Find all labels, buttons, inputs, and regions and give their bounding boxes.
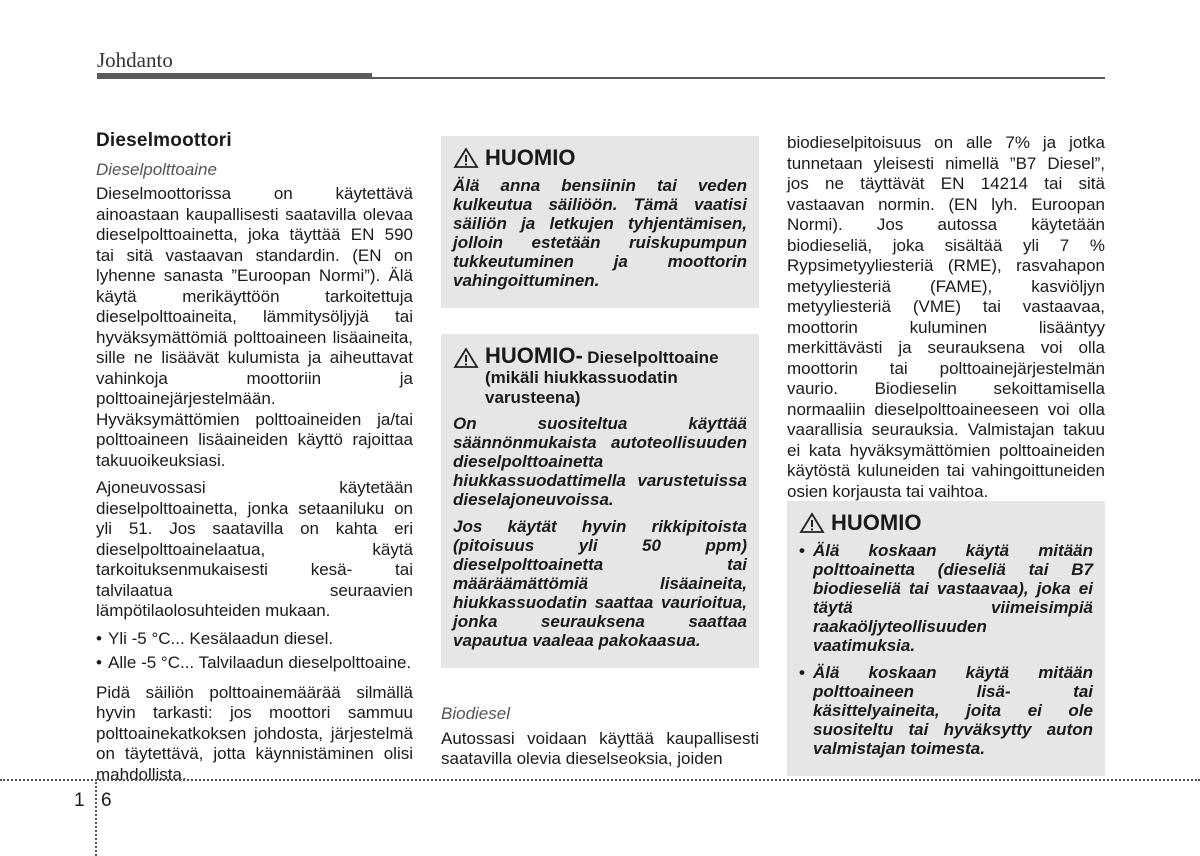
caution-list-item: [799, 541, 1093, 655]
chapter-number: 1: [74, 790, 85, 811]
column-left: [96, 131, 413, 792]
caution-list-item: [799, 663, 1093, 758]
footer-dotted-divider: [95, 779, 97, 856]
caution-title: HUOMIO: [485, 145, 576, 170]
caution-text: On suositeltua käyttää säännönmukaista autoteollisuuden dieselpolttoainetta hiukkassuodattimella varustetuissa dieselajoneuvoissa.: [453, 414, 747, 509]
column-middle-bottom: [441, 704, 759, 777]
list-item-text: Alle -5 °C... Talvilaadun dieselpolttoaine.: [108, 653, 412, 672]
bullet-marker: •: [96, 628, 102, 648]
caution-heading-group: [485, 344, 747, 408]
caution-box: [441, 136, 759, 308]
paragraph: Pidä säiliön polttoainemäärää silmällä hyvin tarkasti: jos moottori sammuu polttoainekatkoksen johdosta, järjestelmä on täytettävä, jotta käynnistäminen olisi mahdollista.: [96, 682, 413, 784]
paragraph: biodieselpitoisuus on alle 7% ja jotka tunnetaan yleisesti nimellä ”B7 Diesel”, jos ne täyttävät EN 14214 tai sitä vastaavan normin. (EN lyh. Euroopan Normi). Jos autossa käytetään biodieseliä, joka sisältää yli 7 % Rypsimetyyliesteriä (RME), rasvahapon metyyliesteriä (FAME), kasviöljyn metyyliesteriä (VME) tai vastaavaa, moottorin kuluminen lisääntyy merkittävästi ja seurauksena voi olla moottorin tai polttoainejärjestelmän vaurio. Biodieselin sekoittamisella normaaliin dieselpolttoaineeseen voi olla vaarallisia seurauksia. Valmistajan takuu ei kata hyväksymättömien polttoaineiden käytöstä kuluneiden tai vahingoittuneiden osien korjausta tai vaihtoa.: [787, 133, 1105, 501]
bullet-marker: •: [799, 541, 805, 560]
subsection-title: Dieselpolttoaine: [96, 159, 217, 179]
page-number: 6: [101, 790, 112, 811]
section-title: Dieselmoottori: [96, 130, 232, 151]
list-item: [96, 653, 413, 674]
caution-title: HUOMIO: [831, 510, 922, 535]
subsection-title: Biodiesel: [441, 704, 510, 723]
caution-header: [453, 344, 747, 408]
caution-subtitle: Dieselpolttoaine (mikäli hiukkassuodatin varusteena): [485, 348, 719, 407]
warning-triangle-icon: [453, 147, 479, 169]
list-item: [96, 629, 413, 650]
caution-list-text: Älä koskaan käytä mitään polttoainetta (dieseliä tai B7 biodieseliä tai vastaavaa), joka ei täytä viimeisimpiä raakaöljyteollisuuden vaatimuksia.: [813, 541, 1093, 655]
warning-triangle-icon: [799, 512, 825, 534]
caution-title: HUOMIO-: [485, 343, 583, 368]
caution-header: [453, 146, 747, 170]
caution-header: [799, 511, 1093, 535]
paragraph: Ajoneuvossasi käytetään dieselpolttoainetta, jonka setaaniluku on yli 51. Jos saatavilla on kahta eri dieselpolttoainelaatua, käytä tarkoituksenmukaisesti kesä- tai talvilaatua seuraavien lämpötilaolosuhteiden mukaan.: [96, 478, 413, 620]
bullet-marker: •: [799, 663, 805, 682]
caution-list-text: Älä koskaan käytä mitään polttoaineen lisä- tai käsittelyaineita, joita ei ole suositeltu tai hyväksytty auton valmistajan toimesta.: [813, 663, 1093, 758]
header-rule-thick: [97, 73, 372, 79]
footer-dotted-rule: [0, 779, 1200, 781]
warning-triangle-icon: [453, 347, 479, 369]
caution-box: [441, 334, 759, 668]
caution-text: Älä anna bensiinin tai veden kulkeutua säiliöön. Tämä vaatisi säiliön ja letkujen tyhjentämisen, jolloin estetään ruiskupumpun tukkeutuminen ja moottorin vahingoittuminen.: [453, 176, 747, 290]
caution-text: Jos käytät hyvin rikkipitoista (pitoisuus yli 50 ppm) dieselpolttoainetta tai määräämättömiä lisäaineita, hiukkassuodatin saattaa vaurioitua, jonka seurauksena saattaa vapautua vaaleaa pakokaasua.: [453, 517, 747, 650]
paragraph: Autossasi voidaan käyttää kaupallisesti saatavilla olevia dieselseoksia, joiden: [441, 728, 759, 768]
paragraph: Dieselmoottorissa on käytettävä ainoastaan kaupallisesti saatavilla olevaa dieselpolttoainetta, joka täyttää EN 590 tai sitä vastaavan standardin. (EN on lyhenne sanasta ”Euroopan Normi”). Älä käytä merikäyttöön tarkoitettuja dieselpolttoaineita, lämmitysöljyjä tai hyväksymättömiä polttoaineen lisäaineita, sille ne lisäävät kulumista ja aiheuttavat vahinkoja moottoriin ja polttoainejärjestelmään. Hyväksymättömien polttoaineiden ja/tai polttoaineen lisäaineiden käyttö rajoittaa takuuoikeuksiasi.: [96, 184, 413, 470]
caution-box: [787, 501, 1105, 776]
column-right: [787, 133, 1105, 509]
bullet-marker: •: [96, 653, 102, 672]
header-rule-thin: [372, 77, 1105, 79]
list-item-text: Yli -5 °C... Kesälaadun diesel.: [108, 628, 334, 648]
page-header-title: Johdanto: [97, 48, 173, 72]
